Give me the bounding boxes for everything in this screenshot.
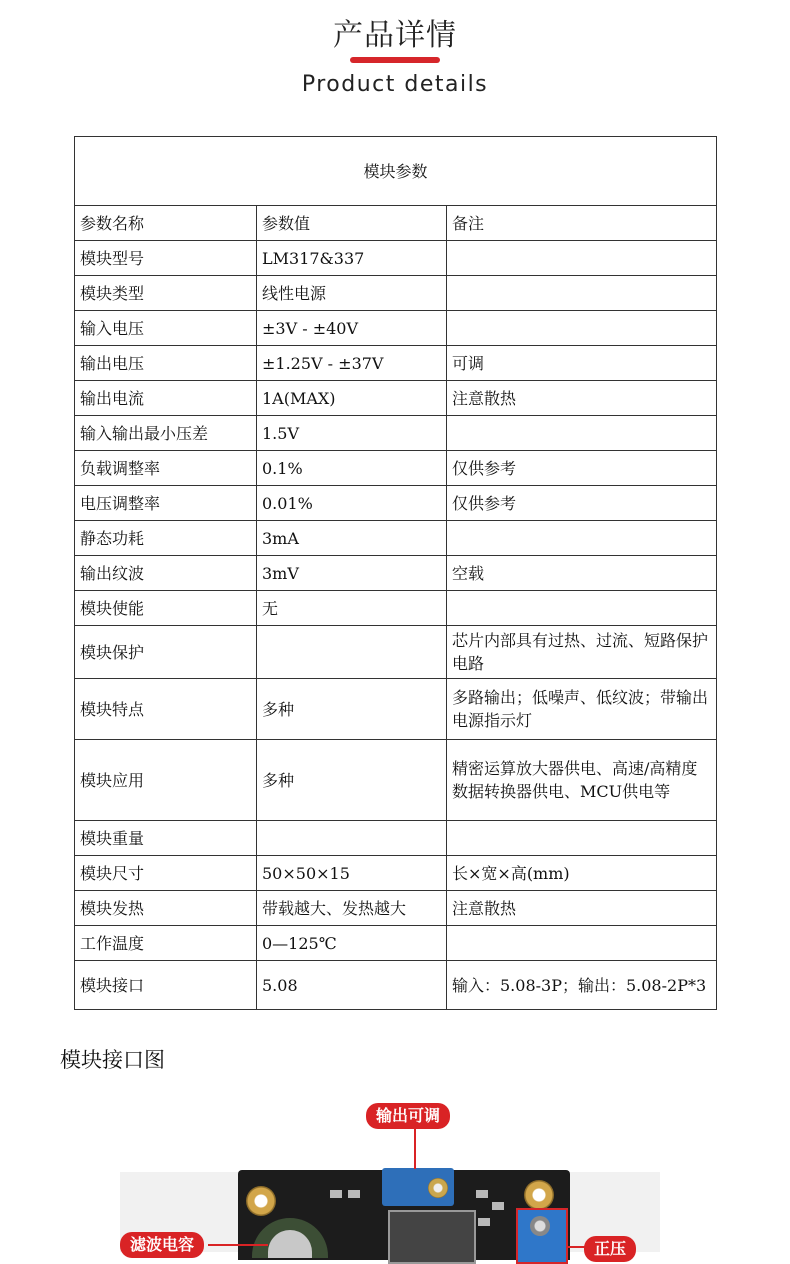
param-note: 空载 <box>447 556 717 591</box>
param-note: 注意散热 <box>447 891 717 926</box>
param-note <box>447 416 717 451</box>
param-value: 50×50×15 <box>257 856 447 891</box>
param-name: 模块接口 <box>75 961 257 1010</box>
table-row <box>75 241 717 276</box>
param-name: 模块特点 <box>75 679 257 740</box>
table-row <box>75 381 717 416</box>
param-note <box>447 241 717 276</box>
param-name: 输出电压 <box>75 346 257 381</box>
param-name: 模块使能 <box>75 591 257 626</box>
table-title: 模块参数 <box>75 137 717 206</box>
table-row <box>75 926 717 961</box>
param-value: 无 <box>257 591 447 626</box>
param-note: 可调 <box>447 346 717 381</box>
label-pointer-line <box>566 1246 586 1248</box>
param-note <box>447 591 717 626</box>
column-header: 参数名称 <box>75 206 257 241</box>
table-title-row <box>75 137 717 206</box>
column-header: 备注 <box>447 206 717 241</box>
smd-component <box>478 1218 490 1226</box>
param-value: 0—125℃ <box>257 926 447 961</box>
param-note <box>447 276 717 311</box>
smd-component <box>330 1190 342 1198</box>
param-name: 模块重量 <box>75 821 257 856</box>
table-row <box>75 416 717 451</box>
table-row <box>75 961 717 1010</box>
param-value: 0.1% <box>257 451 447 486</box>
page-subtitle: Product details <box>301 72 489 97</box>
param-note <box>447 311 717 346</box>
table-row <box>75 346 717 381</box>
param-value <box>257 821 447 856</box>
param-note: 长×宽×高(mm) <box>447 856 717 891</box>
param-value: 1.5V <box>257 416 447 451</box>
label-pointer-line <box>414 1129 416 1169</box>
param-value <box>257 626 447 679</box>
table-row <box>75 521 717 556</box>
label-input-terminal: 正压 <box>584 1236 636 1262</box>
param-name: 模块型号 <box>75 241 257 276</box>
param-note: 输入：5.08-3P；输出：5.08-2P*3 <box>447 961 717 1010</box>
label-filter-capacitor: 滤波电容 <box>120 1232 204 1258</box>
param-value: ±3V - ±40V <box>257 311 447 346</box>
param-name: 工作温度 <box>75 926 257 961</box>
smd-component <box>476 1190 488 1198</box>
param-value: 3mA <box>257 521 447 556</box>
param-note: 多路输出；低噪声、低纹波；带输出电源指示灯 <box>447 679 717 740</box>
param-name: 模块尺寸 <box>75 856 257 891</box>
param-note: 仅供参考 <box>447 486 717 521</box>
param-name: 模块应用 <box>75 740 257 821</box>
label-pointer-line <box>208 1244 268 1246</box>
table-row <box>75 856 717 891</box>
param-name: 电压调整率 <box>75 486 257 521</box>
param-name: 模块发热 <box>75 891 257 926</box>
smd-component <box>492 1202 504 1210</box>
param-value: 多种 <box>257 679 447 740</box>
table-row <box>75 276 717 311</box>
page-title: 产品详情 <box>333 18 457 53</box>
param-value: 1A(MAX) <box>257 381 447 416</box>
table-row <box>75 591 717 626</box>
param-name: 负载调整率 <box>75 451 257 486</box>
mounting-hole <box>524 1180 554 1210</box>
table-row <box>75 891 717 926</box>
table-row <box>75 626 717 679</box>
param-name: 静态功耗 <box>75 521 257 556</box>
param-note: 注意散热 <box>447 381 717 416</box>
table-row <box>75 679 717 740</box>
param-name: 输入输出最小压差 <box>75 416 257 451</box>
param-value: 带载越大、发热越大 <box>257 891 447 926</box>
param-note: 芯片内部具有过热、过流、短路保护电路 <box>447 626 717 679</box>
table-row <box>75 821 717 856</box>
terminal-screw-icon <box>530 1216 550 1236</box>
param-note: 精密运算放大器供电、高速/高精度数据转换器供电、MCU供电等 <box>447 740 717 821</box>
column-header: 参数值 <box>257 206 447 241</box>
potentiometer-screw-icon <box>428 1178 448 1198</box>
param-value: LM317&337 <box>257 241 447 276</box>
table-row <box>75 311 717 346</box>
param-name: 输出纹波 <box>75 556 257 591</box>
param-name: 模块保护 <box>75 626 257 679</box>
param-value: 线性电源 <box>257 276 447 311</box>
param-value: 0.01% <box>257 486 447 521</box>
table-header-row <box>75 206 717 241</box>
param-note: 仅供参考 <box>447 451 717 486</box>
param-note <box>447 821 717 856</box>
table-row <box>75 556 717 591</box>
title-underline <box>350 57 440 63</box>
regulator-chip <box>388 1210 476 1264</box>
parameter-table <box>74 136 717 1010</box>
param-value: ±1.25V - ±37V <box>257 346 447 381</box>
param-value: 5.08 <box>257 961 447 1010</box>
smd-component <box>348 1190 360 1198</box>
interface-section-title: 模块接口图 <box>60 1048 165 1072</box>
table-row <box>75 740 717 821</box>
table-row <box>75 486 717 521</box>
label-output-adjust: 输出可调 <box>366 1103 450 1129</box>
module-interface-diagram <box>0 1090 790 1258</box>
param-value: 多种 <box>257 740 447 821</box>
param-name: 模块类型 <box>75 276 257 311</box>
mounting-hole <box>246 1186 276 1216</box>
param-note <box>447 926 717 961</box>
param-value: 3mV <box>257 556 447 591</box>
param-name: 输出电流 <box>75 381 257 416</box>
param-note <box>447 521 717 556</box>
table-row <box>75 451 717 486</box>
param-name: 输入电压 <box>75 311 257 346</box>
